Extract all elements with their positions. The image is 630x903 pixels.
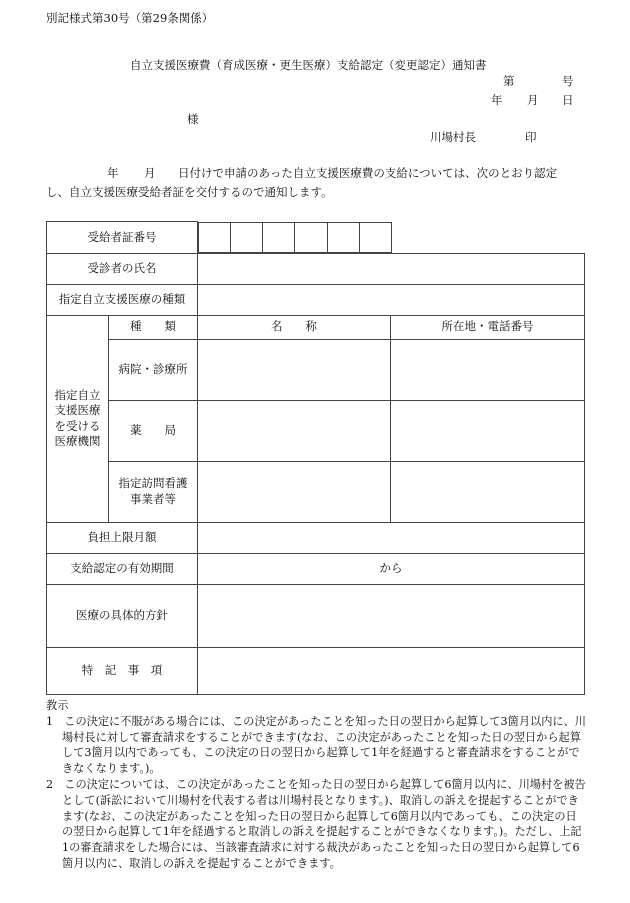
- certificate-number-cell: [198, 222, 585, 254]
- copay-limit-value[interactable]: [198, 522, 585, 553]
- digit-box[interactable]: [295, 222, 327, 252]
- institution-group-line: を受ける: [54, 418, 101, 433]
- document-title: 自立支援医療費（育成医療・更生医療）支給認定（変更認定）通知書: [130, 58, 487, 72]
- nursing-name-value[interactable]: [198, 461, 391, 522]
- special-notes-value[interactable]: [198, 647, 585, 694]
- hospital-name-value[interactable]: [198, 339, 391, 400]
- special-notes-label: 特 記 事 項: [47, 647, 198, 694]
- row-label-hospital: 病院・診療所: [109, 339, 198, 400]
- digit-box[interactable]: [231, 222, 263, 252]
- seal-mark: 印: [525, 130, 537, 144]
- nursing-address-value[interactable]: [391, 461, 585, 522]
- certification-form-table: [46, 221, 585, 695]
- form-number: 別記様式第30号（第29条関係）: [46, 11, 214, 25]
- institution-group-line: 医療機関: [54, 434, 101, 449]
- row-label-pharmacy: 薬 局: [109, 400, 198, 461]
- digit-box[interactable]: [327, 222, 359, 252]
- digit-box[interactable]: [359, 222, 391, 252]
- row-label-nursing: [109, 461, 198, 522]
- patient-name-value[interactable]: [198, 253, 585, 284]
- pharmacy-name-value[interactable]: [198, 400, 391, 461]
- intro-year-label: 年: [107, 166, 119, 180]
- validity-from-text: から: [379, 561, 403, 576]
- date-year-label: 年: [491, 93, 503, 107]
- treatment-policy-value[interactable]: [198, 584, 585, 647]
- digit-box[interactable]: [263, 222, 295, 252]
- nursing-label-line1: 指定訪問看護: [118, 476, 188, 491]
- recipient-sama: 様: [187, 112, 199, 126]
- intro-line2: し、自立支援医療受給者証を交付するので通知します。: [46, 185, 333, 199]
- nursing-label-line2: 事業者等: [130, 491, 176, 506]
- column-header-type: 種 類: [109, 315, 198, 339]
- intro-line1: 日付けで申請のあった自立支援医療費の支給については、次のとおり認定: [178, 166, 558, 180]
- certificate-number-label: 受給者証番号: [47, 222, 198, 254]
- number-label-go: 号: [562, 74, 574, 88]
- treatment-policy-label: 医療の具体的方針: [47, 584, 198, 647]
- copay-limit-label: 負担上限月額: [47, 522, 198, 553]
- issuer-name: 川場村長: [430, 130, 476, 144]
- date-day-label: 日: [562, 93, 574, 107]
- intro-month-label: 月: [144, 166, 156, 180]
- pharmacy-address-value[interactable]: [391, 400, 585, 461]
- medical-type-label: 指定自立支援医療の種類: [47, 284, 198, 315]
- instructions-section: [46, 698, 586, 872]
- medical-type-value[interactable]: [198, 284, 585, 315]
- instruction-item-2: 2 この決定については、この決定があったことを知った日の翌日から起算して6箇月以内に、川場村を被告として(訴訟において川場村を代表する者は川場村長となります。)、取消しの訴えを提起することができます(なお、この決定があったことを知った日の翌日から起算して6箇月以内であっても、この決定の日の翌日から起算して1年を経過すると取消しの訴えを提起することができなくなります。)。ただし、上記1の審査請求をした場合には、当該審査請求に対する裁決があったことを知った日の翌日から起算して6箇月以内に、取消しの訴えを提起することができます。: [46, 777, 586, 870]
- instruction-item-1: 1 この決定に不服がある場合には、この決定があったことを知った日の翌日から起算して3箇月以内に、川場村長に対して審査請求をすることができます(なお、この決定があったことを知った日の翌日から起算して3箇月以内であっても、この決定の日の翌日から起算して1年を経過すると審査請求をすることができなくなります。)。: [46, 714, 586, 776]
- date-month-label: 月: [527, 93, 539, 107]
- column-header-name: 名 称: [198, 315, 391, 339]
- validity-period-label: 支給認定の有効期間: [47, 553, 198, 584]
- certificate-number-boxes: [198, 222, 392, 253]
- institution-group-label: [47, 315, 109, 522]
- column-header-address: 所在地・電話番号: [391, 315, 585, 339]
- patient-name-label: 受診者の氏名: [47, 253, 198, 284]
- hospital-address-value[interactable]: [391, 339, 585, 400]
- institution-group-line: 支援医療: [54, 403, 101, 418]
- institution-group-line: 指定自立: [54, 387, 101, 402]
- instructions-heading: 教示: [46, 699, 69, 712]
- number-label-dai: 第: [503, 74, 515, 88]
- validity-period-value[interactable]: [198, 553, 585, 584]
- digit-box[interactable]: [199, 222, 231, 252]
